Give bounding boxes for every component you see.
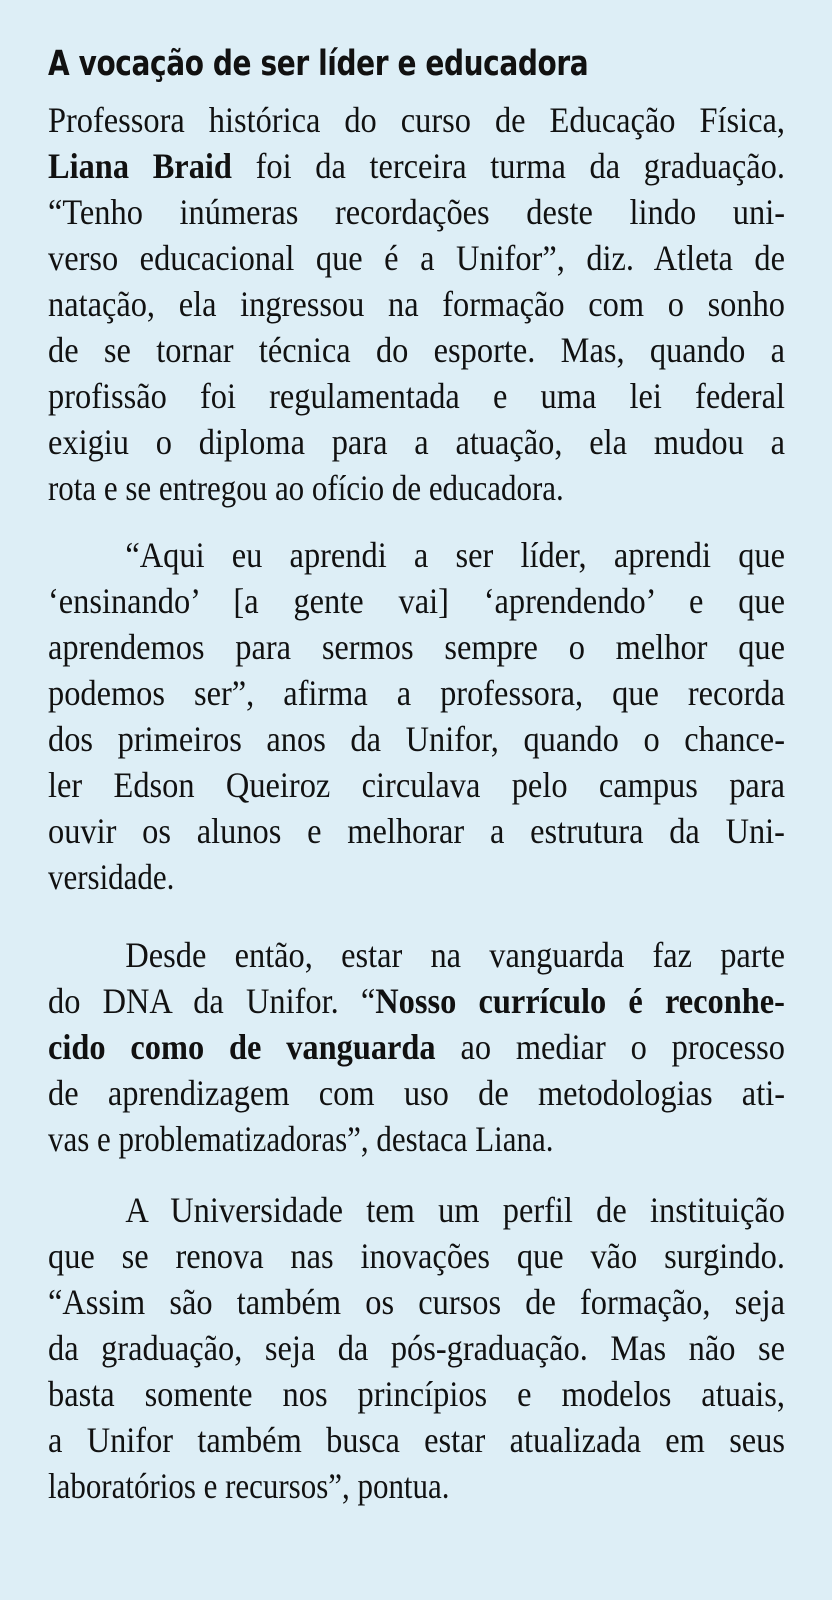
text-line-content <box>48 1463 785 1509</box>
text-line-content <box>48 762 785 808</box>
bold-text: Liana Braid <box>48 146 232 186</box>
text-line-content <box>48 281 785 327</box>
text-line <box>48 854 785 900</box>
text-line <box>48 281 785 327</box>
text-line <box>48 143 785 189</box>
text-line <box>48 808 785 854</box>
text-line-content <box>48 1325 785 1371</box>
text-line-content <box>48 578 785 624</box>
text-line <box>48 1116 785 1162</box>
text-run: “Assim são também os cursos de formação, seja <box>48 1282 785 1322</box>
text-line-content <box>48 716 785 762</box>
text-line <box>48 1279 785 1325</box>
text-run: verso educacional que é a Unifor”, diz. Atleta de <box>48 238 785 278</box>
text-run: que se renova nas inovações que vão surgindo. <box>48 1236 785 1276</box>
text-line-content <box>48 419 785 465</box>
text-line-content <box>48 808 785 854</box>
text-line-content <box>48 235 785 281</box>
text-line-content <box>48 97 785 143</box>
text-run: rota e se entregou ao ofício de educadora. <box>48 468 564 508</box>
paragraph-4 <box>48 1187 785 1509</box>
article-title: A vocação de ser líder e educadora <box>48 44 589 84</box>
text-run: “Aqui eu aprendi a ser líder, aprendi que <box>125 535 785 575</box>
bold-text: Nosso currículo é reconhe- <box>375 981 785 1021</box>
text-run: natação, ela ingressou na formação com o sonho <box>48 284 785 324</box>
text-run: Desde então, estar na vanguarda faz parte <box>125 935 785 975</box>
text-line <box>48 1371 785 1417</box>
text-line-content <box>48 978 785 1024</box>
text-line <box>48 1417 785 1463</box>
text-line-content <box>48 189 785 235</box>
text-line <box>48 670 785 716</box>
text-line <box>48 1233 785 1279</box>
paragraph-1 <box>48 97 785 511</box>
text-line-content <box>48 1233 785 1279</box>
text-line-content <box>48 465 785 511</box>
text-line <box>48 465 785 511</box>
text-line <box>48 189 785 235</box>
text-run: Professora histórica do curso de Educação Física, <box>48 100 785 140</box>
text-line <box>48 1463 785 1509</box>
text-run: podemos ser”, afirma a professora, que recorda <box>48 673 785 713</box>
text-line <box>48 578 785 624</box>
text-run: ouvir os alunos e melhorar a estrutura da Uni- <box>48 811 785 851</box>
text-run: aprendemos para sermos sempre o melhor que <box>48 627 785 667</box>
paragraph-2 <box>48 532 785 900</box>
text-run: da graduação, seja da pós-graduação. Mas não se <box>48 1328 785 1368</box>
text-line <box>48 762 785 808</box>
text-run: versidade. <box>48 857 175 897</box>
text-line-content <box>48 932 785 978</box>
text-run: de aprendizagem com uso de metodologias ati- <box>48 1073 785 1113</box>
text-line-content <box>48 373 785 419</box>
text-line <box>48 419 785 465</box>
text-line <box>48 624 785 670</box>
text-line-content <box>48 327 785 373</box>
text-line-content <box>48 670 785 716</box>
text-line-content <box>48 1116 785 1162</box>
text-line-content <box>48 1279 785 1325</box>
text-line <box>48 978 785 1024</box>
paragraph-3 <box>48 932 785 1162</box>
text-line <box>48 1325 785 1371</box>
text-run: ao mediar o processo <box>435 1027 785 1067</box>
text-line-content <box>48 624 785 670</box>
text-run: ler Edson Queiroz circulava pelo campus para <box>48 765 785 805</box>
text-run: exigiu o diploma para a atuação, ela mudou a <box>48 422 785 462</box>
text-line <box>48 97 785 143</box>
text-line-content <box>48 143 785 189</box>
text-run: vas e problematizadoras”, destaca Liana. <box>48 1119 554 1159</box>
text-line <box>48 327 785 373</box>
text-run: profissão foi regulamentada e uma lei federal <box>48 376 785 416</box>
text-line-content <box>48 1417 785 1463</box>
text-run: de se tornar técnica do esporte. Mas, quando a <box>48 330 785 370</box>
text-run: A Universidade tem um perfil de instituição <box>125 1190 785 1230</box>
text-line <box>48 235 785 281</box>
text-run: ‘ensinando’ [a gente vai] ‘aprendendo’ e que <box>48 581 785 621</box>
text-line-content <box>48 1070 785 1116</box>
text-line-content <box>48 532 785 578</box>
text-run: foi da terceira turma da graduação. <box>231 146 785 186</box>
text-run: laboratórios e recursos”, pontua. <box>48 1466 450 1506</box>
text-run: dos primeiros anos da Unifor, quando o chance- <box>48 719 785 759</box>
bold-text: cido como de vanguarda <box>48 1027 436 1067</box>
text-run: do DNA da Unifor. “ <box>48 981 376 1021</box>
text-line <box>48 532 785 578</box>
text-line <box>48 716 785 762</box>
text-line-content <box>48 1371 785 1417</box>
text-line <box>48 373 785 419</box>
text-line-content <box>48 854 785 900</box>
text-run: “Tenho inúmeras recordações deste lindo uni- <box>48 192 785 232</box>
text-run: a Unifor também busca estar atualizada em seus <box>48 1420 785 1460</box>
text-line-content <box>48 1187 785 1233</box>
text-run: basta somente nos princípios e modelos atuais, <box>48 1374 785 1414</box>
text-line <box>48 932 785 978</box>
text-line <box>48 1024 785 1070</box>
text-line <box>48 1187 785 1233</box>
text-line-content <box>48 1024 785 1070</box>
text-line <box>48 1070 785 1116</box>
